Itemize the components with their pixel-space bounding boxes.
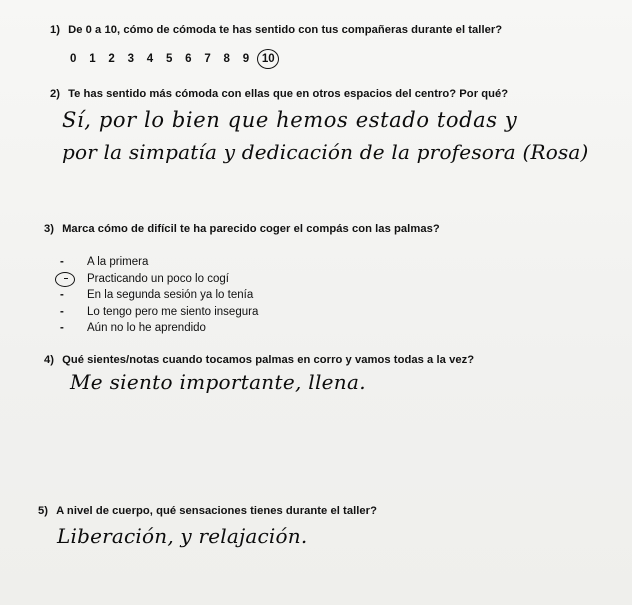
question-1 [50, 24, 502, 36]
option-label: A la primera [87, 256, 149, 268]
rating-scale [70, 53, 281, 65]
selected-circle-mark [55, 272, 75, 287]
question-2-number: 2) [50, 88, 61, 100]
option-label: Lo tengo pero me siento insegura [87, 305, 259, 318]
option-segunda-sesion[interactable] [60, 287, 258, 304]
option-label: En la segunda sesión ya lo tenía [87, 289, 254, 301]
scale-1[interactable]: 1 [89, 53, 96, 65]
question-3 [44, 223, 440, 235]
question-5-text: A nivel de cuerpo, qué sensaciones tienes durante el taller? [56, 505, 377, 517]
scale-4[interactable]: 4 [146, 53, 154, 65]
scale-7[interactable]: 7 [204, 53, 211, 65]
scale-2[interactable]: 2 [108, 53, 115, 65]
question-5 [38, 505, 377, 517]
scale-10-selected[interactable]: 10 [262, 53, 281, 65]
question-4-text: Qué sientes/notas cuando tocamos palmas en corro y vamos todas a la vez? [62, 354, 475, 366]
option-bullet: - [60, 289, 64, 301]
question-2 [50, 88, 508, 100]
question-3-text: Marca cómo de difícil te ha parecido coger el compás con las palmas? [62, 223, 440, 235]
scale-0[interactable]: 0 [70, 53, 77, 65]
option-a-la-primera[interactable] [60, 254, 258, 271]
question-1-number: 1) [50, 24, 61, 36]
scale-3[interactable]: 3 [127, 53, 134, 65]
option-bullet: - [60, 256, 64, 268]
scale-8[interactable]: 8 [223, 53, 230, 65]
option-no-aprendido[interactable] [60, 320, 258, 337]
question-5-number: 5) [38, 505, 49, 517]
answer-5: Liberación, y relajación. [57, 524, 308, 548]
question-2-text: Te has sentido más cómoda con ellas que en otros espacios del centro? Por qué? [68, 88, 509, 100]
option-label: Practicando un poco lo cogí [87, 272, 229, 285]
option-bullet [64, 278, 68, 280]
question-4 [44, 354, 474, 366]
answer-2-line-2: por la simpatía y dedicación de la profesora (Rosa) [62, 140, 589, 164]
option-bullet: - [60, 305, 64, 318]
answer-2-line-1: Sí, por lo bien que hemos estado todas y [62, 108, 518, 132]
scale-9[interactable]: 9 [242, 53, 250, 65]
question-3-number: 3) [44, 223, 55, 235]
option-label: Aún no lo he aprendido [87, 322, 206, 334]
option-practicando-selected[interactable] [60, 271, 258, 288]
options-list [60, 254, 258, 337]
scale-5[interactable]: 5 [165, 53, 173, 65]
question-1-text: De 0 a 10, cómo de cómoda te has sentido con tus compañeras durante el taller? [68, 24, 503, 36]
answer-4: Me siento importante, llena. [70, 370, 366, 394]
question-4-number: 4) [44, 354, 55, 366]
option-bullet: - [60, 322, 64, 334]
scale-6[interactable]: 6 [185, 53, 192, 65]
option-insegura[interactable] [60, 304, 258, 321]
